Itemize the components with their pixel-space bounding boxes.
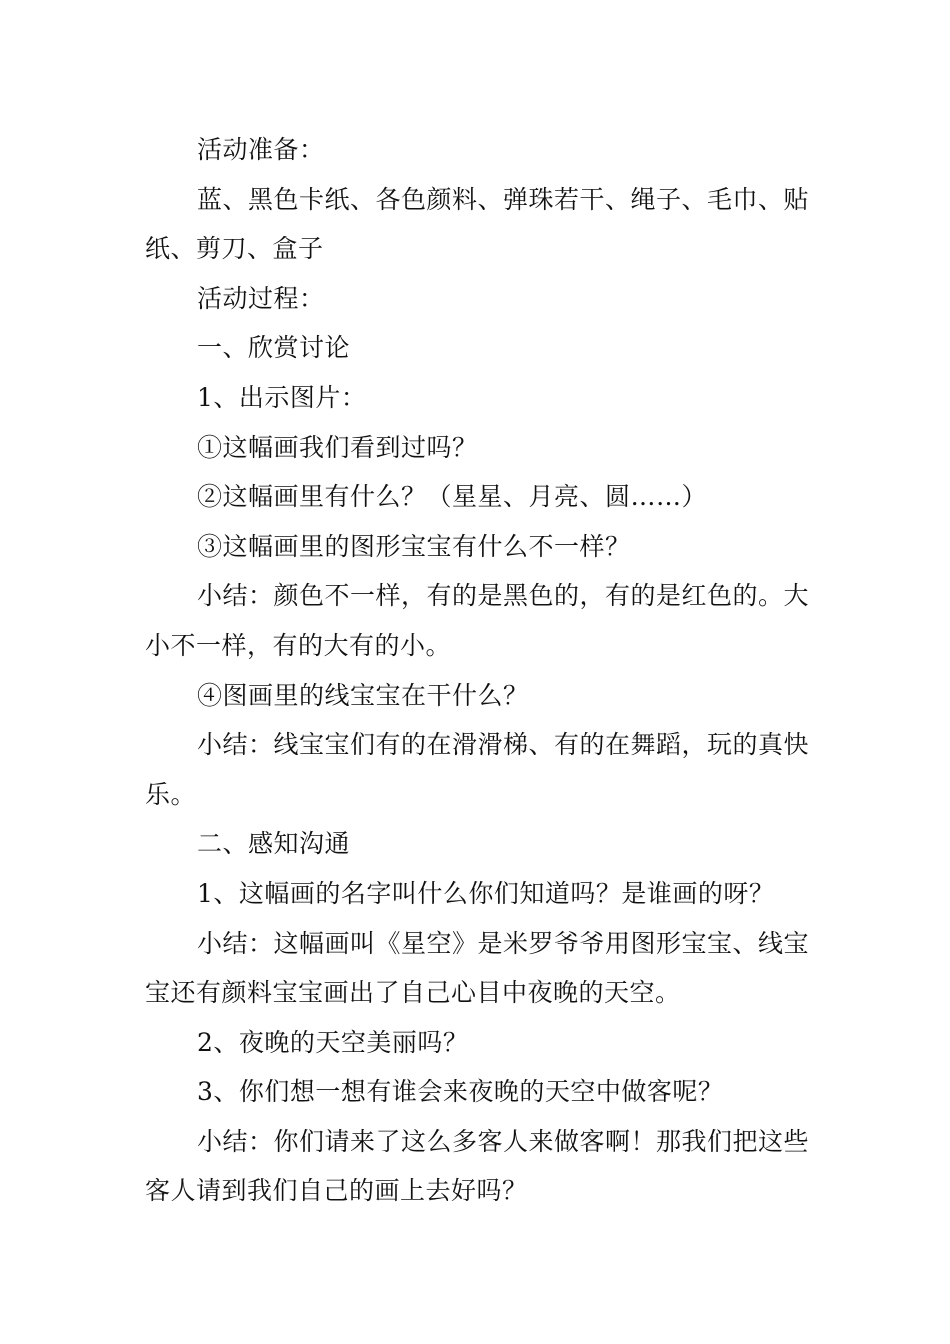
paragraph-question-3: ③这幅画里的图形宝宝有什么不一样？ <box>197 531 631 561</box>
paragraph-summary-1: 小结：颜色不一样，有的是黑色的，有的是红色的。大小不一样，有的大有的小。 <box>145 581 810 660</box>
paragraph-summary-4: 小结：你们请来了这么多客人来做客啊！那我们把这些客人请到我们自己的画上去好吗？ <box>145 1126 810 1206</box>
paragraph-question-2: ②这幅画里有什么？（星星、月亮、圆……） <box>197 482 708 512</box>
paragraph-question-4: ④图画里的线宝宝在干什么？ <box>197 680 529 710</box>
paragraph-painting-name-question: 1、这幅画的名字叫什么你们知道吗？是谁画的呀？ <box>197 878 775 908</box>
paragraph-materials: 蓝、黑色卡纸、各色颜料、弹珠若干、绳子、毛巾、贴纸、剪刀、盒子 <box>145 184 810 264</box>
paragraph-guests-question: 3、你们想一想有谁会来夜晚的天空中做客呢？ <box>197 1077 724 1107</box>
paragraph-summary-3: 小结：这幅画叫《星空》是米罗爷爷用图形宝宝、线宝宝还有颜料宝宝画出了自己心目中夜晚的天空。 <box>145 928 810 1008</box>
paragraph-show-picture: 1、出示图片： <box>197 382 367 412</box>
paragraph-activity-prep-heading: 活动准备： <box>197 135 325 164</box>
paragraph-section-one: 一、欣赏讨论 <box>197 333 351 363</box>
paragraph-question-1: ①这幅画我们看到过吗？ <box>197 432 478 462</box>
paragraph-activity-process-heading: 活动过程： <box>197 283 325 313</box>
paragraph-summary-2: 小结：线宝宝们有的在滑滑梯、有的在舞蹈，玩的真快乐。 <box>145 730 810 809</box>
paragraph-section-two: 二、感知沟通 <box>197 829 351 859</box>
paragraph-night-sky-question: 2、夜晚的天空美丽吗？ <box>197 1027 469 1057</box>
document-body <box>145 125 810 1216</box>
